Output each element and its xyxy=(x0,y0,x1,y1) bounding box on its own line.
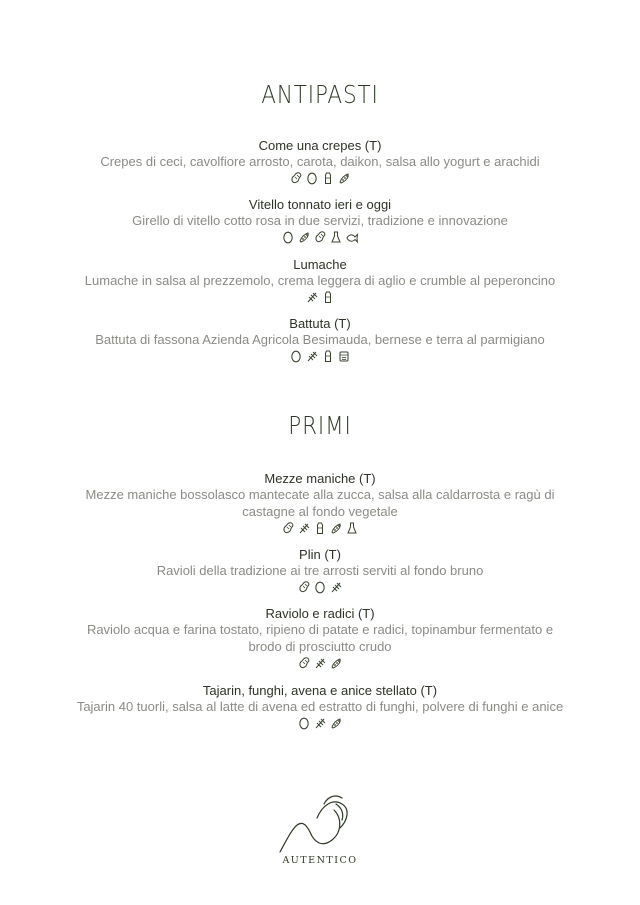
dish-description: Battuta di fassona Azienda Agricola Besimauda, bernese e terra al parmigiano xyxy=(95,332,545,347)
dish-vitello-tonnato xyxy=(20,197,620,244)
dish-name: Battuta (T) xyxy=(289,316,351,331)
milk-icon xyxy=(321,290,335,304)
peanut-icon xyxy=(289,171,303,185)
allergen-icons xyxy=(20,716,620,730)
dish-battuta xyxy=(20,316,620,363)
dish-name: Tajarin, funghi, avena e anice stellato (T) xyxy=(202,683,438,698)
dish-name: Raviolo e radici (T) xyxy=(265,606,375,621)
autentico-logo-icon xyxy=(270,790,370,890)
allergen-icons xyxy=(20,656,620,670)
dish-description: Lumache in salsa al prezzemolo, crema leggera di aglio e crumble al peperoncino xyxy=(84,273,556,288)
milk-icon xyxy=(313,521,327,535)
allergen-icons xyxy=(20,580,620,594)
milk-icon xyxy=(321,171,335,185)
allergen-icons xyxy=(20,171,620,185)
soy-icon xyxy=(329,716,343,730)
section-title-primi: PRIMI xyxy=(288,411,352,440)
peanut-icon xyxy=(281,521,295,535)
egg-icon xyxy=(281,230,295,244)
dish-come-una-crepes xyxy=(20,138,620,185)
soy-icon xyxy=(337,171,351,185)
wheat-icon xyxy=(329,580,343,594)
egg-icon xyxy=(297,716,311,730)
egg-icon xyxy=(289,349,303,363)
dish-mezze-maniche xyxy=(20,471,620,535)
wheat-icon xyxy=(313,656,327,670)
mustard-icon xyxy=(329,230,343,244)
dish-tajarin xyxy=(20,683,620,730)
egg-icon xyxy=(305,171,319,185)
dish-description: Girello di vitello cotto rosa in due servizi, tradizione e innovazione xyxy=(132,213,508,228)
soy-icon xyxy=(329,656,343,670)
brand-name: AUTENTICO xyxy=(282,855,358,866)
section-title-antipasti: ANTIPASTI xyxy=(261,80,379,109)
dish-plin xyxy=(20,547,620,594)
peanut-icon xyxy=(313,230,327,244)
allergen-icons xyxy=(20,290,620,304)
dish-description: Tajarin 40 tuorli, salsa al latte di avena ed estratto di funghi, polvere di funghi e anice xyxy=(76,699,564,714)
soy-icon xyxy=(329,521,343,535)
peanut-icon xyxy=(297,656,311,670)
dish-raviolo-e-radici xyxy=(20,606,620,670)
milk-icon xyxy=(321,349,335,363)
allergen-icons xyxy=(20,349,620,363)
dish-name: Vitello tonnato ieri e oggi xyxy=(248,197,392,212)
peanut-icon xyxy=(297,580,311,594)
soy-icon xyxy=(297,230,311,244)
dish-description: Raviolo acqua e farina tostato, ripieno di patate e radici, topinambur fermentato e xyxy=(86,622,554,637)
wheat-icon xyxy=(305,349,319,363)
wheat-icon xyxy=(297,521,311,535)
dish-lumache xyxy=(20,257,620,304)
fish-icon xyxy=(345,230,359,244)
dish-description-line2: brodo di prosciutto crudo xyxy=(248,639,392,654)
dish-name: Mezze maniche (T) xyxy=(264,471,376,486)
dish-description: Ravioli della tradizione ai tre arrosti serviti al fondo bruno xyxy=(156,563,484,578)
dish-description: Crepes di ceci, cavolfiore arrosto, carota, daikon, salsa allo yogurt e arachidi xyxy=(100,154,540,169)
dish-name: Lumache xyxy=(293,257,347,272)
allergen-icons xyxy=(20,230,620,244)
mustard-icon xyxy=(345,521,359,535)
allergen-icons xyxy=(20,521,620,535)
celery-icon xyxy=(337,349,351,363)
dish-name: Plin (T) xyxy=(299,547,341,562)
wheat-icon xyxy=(305,290,319,304)
wheat-icon xyxy=(313,716,327,730)
dish-description-line2: castagne al fondo vegetale xyxy=(242,504,398,519)
dish-description: Mezze maniche bossolasco mantecate alla zucca, salsa alla caldarrosta e ragù di xyxy=(85,487,555,502)
dish-name: Come una crepes (T) xyxy=(258,138,382,153)
egg-icon xyxy=(313,580,327,594)
